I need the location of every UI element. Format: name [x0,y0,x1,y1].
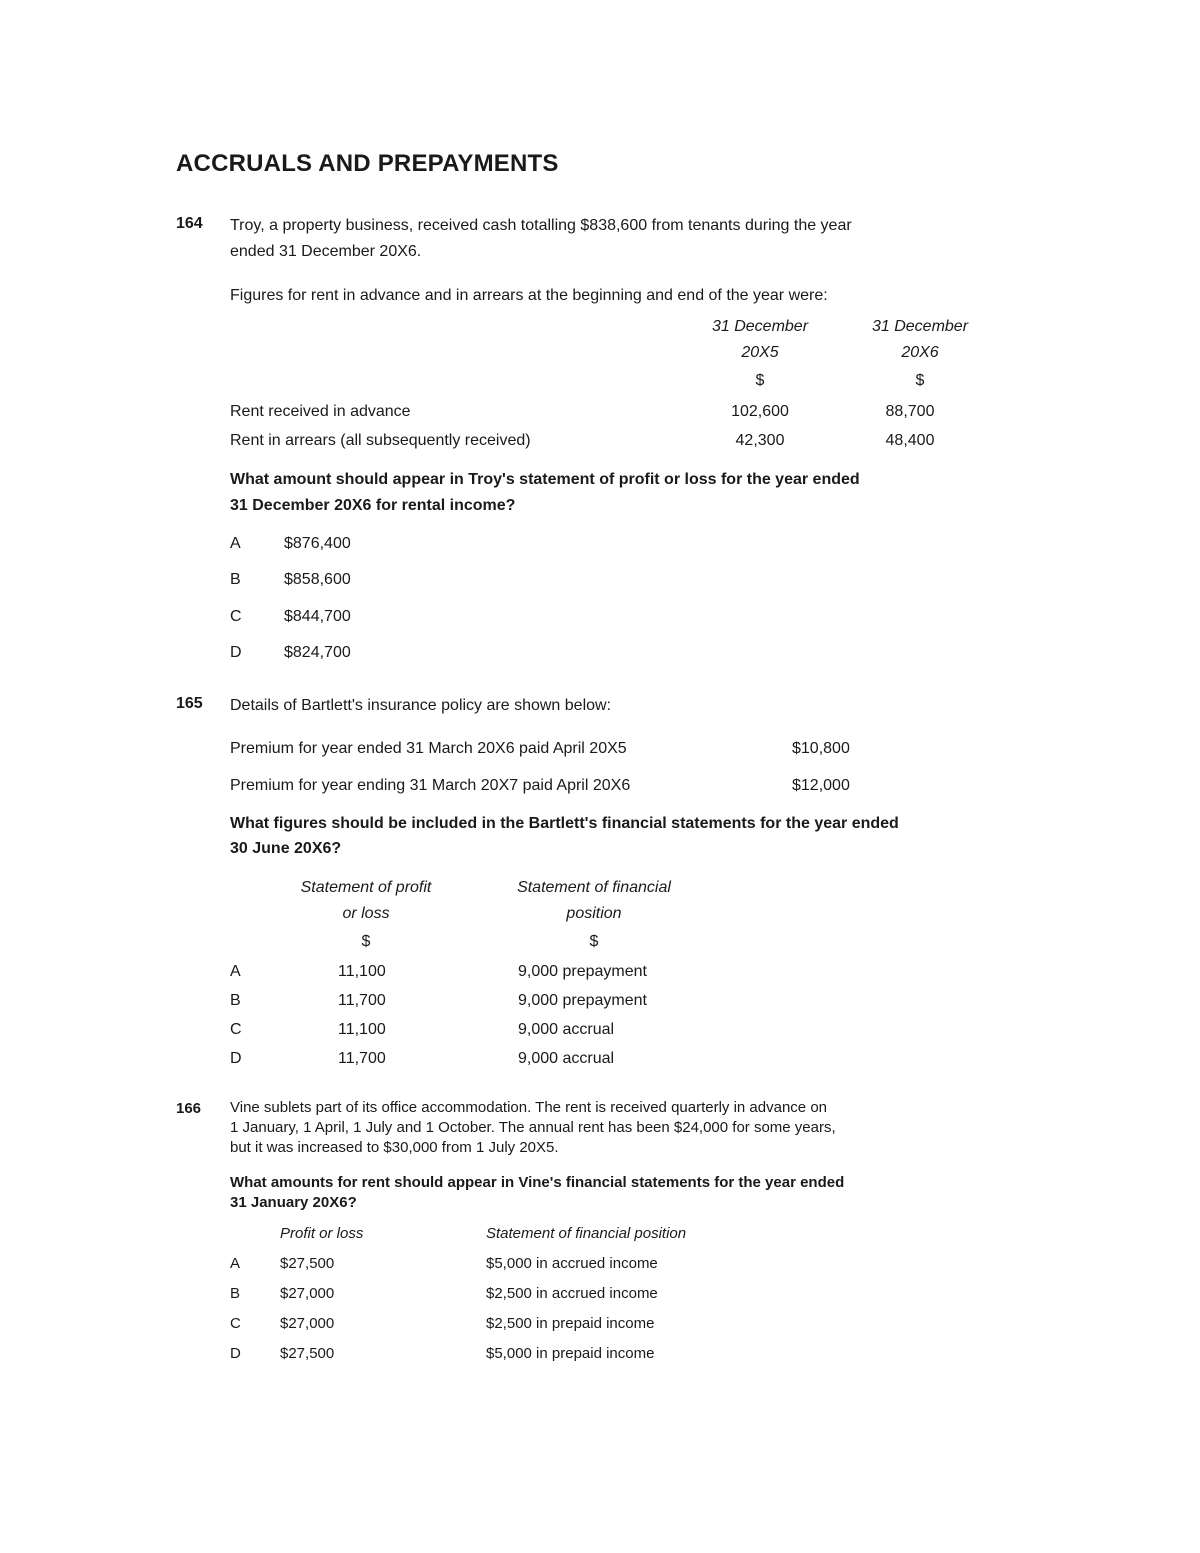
question-stem-line: but it was increased to $30,000 from 1 July 20X5. [230,1139,559,1156]
column-header: Statement of financial position [486,1225,687,1242]
option-letter: C [230,1021,242,1038]
question-text: 30 June 20X6? [230,840,342,857]
option-sfp-value: 9,000 accrual [518,1021,615,1038]
question-stem-line: ended 31 December 20X6. [230,243,422,260]
currency-symbol: $ [915,372,925,389]
option-sfp-value: $2,500 in accrued income [486,1285,658,1302]
option-sfp-value: $2,500 in prepaid income [486,1315,655,1332]
option-pl-value: $27,000 [280,1315,335,1332]
column-header: position [566,905,622,922]
option-pl-value: 11,100 [338,963,386,980]
option-letter: A [230,535,241,552]
option-pl-value: 11,700 [338,992,386,1009]
option-sfp-value: $5,000 in accrued income [486,1255,658,1272]
column-header: Profit or loss [280,1225,364,1242]
option-letter: A [230,963,241,980]
column-header: 20X6 [901,344,939,361]
option-letter: B [230,992,241,1009]
question-text: What figures should be included in the Bartlett's financial statements for the year ended [230,815,899,832]
option-pl-value: $27,500 [280,1345,335,1362]
option-sfp-value: 9,000 accrual [518,1050,615,1067]
option-letter: C [230,1315,241,1332]
currency-symbol: $ [361,933,371,950]
currency-symbol: $ [589,933,599,950]
option-sfp-value: 9,000 prepayment [518,963,647,980]
question-text: 31 January 20X6? [230,1194,357,1211]
option-sfp-value: $5,000 in prepaid income [486,1345,655,1362]
question-stem-line: Troy, a property business, received cash totalling $838,600 from tenants during the year [230,217,852,234]
option-letter: C [230,608,242,625]
option-letter: D [230,1050,242,1067]
column-header: or loss [342,905,390,922]
figures-intro: Figures for rent in advance and in arrears at the beginning and end of the year were: [230,287,828,304]
option-value: $844,700 [284,608,351,625]
column-header: Statement of financial [517,879,671,896]
option-letter: D [230,1345,241,1362]
question-stem-line: Vine sublets part of its office accommodation. The rent is received quarterly in advance on [230,1099,827,1116]
question-text: What amount should appear in Troy's statement of profit or loss for the year ended [230,471,860,488]
option-value: $824,700 [284,644,351,661]
row-label: Rent received in advance [230,403,411,420]
option-pl-value: $27,000 [280,1285,335,1302]
option-letter: A [230,1255,241,1272]
premium-amount: $12,000 [792,777,850,794]
question-number: 166 [176,1100,202,1117]
column-header: Statement of profit [300,879,432,896]
question-stem-line: 1 January, 1 April, 1 July and 1 October. The annual rent has been $24,000 for some years, [230,1119,836,1136]
row-label: Rent in arrears (all subsequently received) [230,432,531,449]
column-header: 31 December [871,318,969,335]
option-value: $858,600 [284,571,351,588]
option-pl-value: $27,500 [280,1255,335,1272]
option-letter: D [230,644,242,661]
page-title: ACCRUALS AND PREPAYMENTS [176,150,559,177]
row-value: 102,600 [731,403,789,420]
column-header: 20X5 [741,344,779,361]
row-value: 88,700 [885,403,935,420]
row-value: 48,400 [885,432,935,449]
column-header: 31 December [711,318,809,335]
question-text: What amounts for rent should appear in Vine's financial statements for the year ended [230,1174,845,1191]
question-text: 31 December 20X6 for rental income? [230,497,516,514]
option-letter: B [230,571,241,588]
option-letter: B [230,1285,241,1302]
question-number: 164 [176,215,203,232]
premium-label: Premium for year ending 31 March 20X7 paid April 20X6 [230,777,631,794]
option-pl-value: 11,100 [338,1021,386,1038]
option-sfp-value: 9,000 prepayment [518,992,647,1009]
row-value: 42,300 [735,432,785,449]
premium-amount: $10,800 [792,740,850,757]
question-number: 165 [176,695,203,712]
currency-symbol: $ [755,372,765,389]
option-pl-value: 11,700 [338,1050,386,1067]
question-intro: Details of Bartlett's insurance policy are shown below: [230,697,612,714]
option-value: $876,400 [284,535,351,552]
premium-label: Premium for year ended 31 March 20X6 paid April 20X5 [230,740,627,757]
